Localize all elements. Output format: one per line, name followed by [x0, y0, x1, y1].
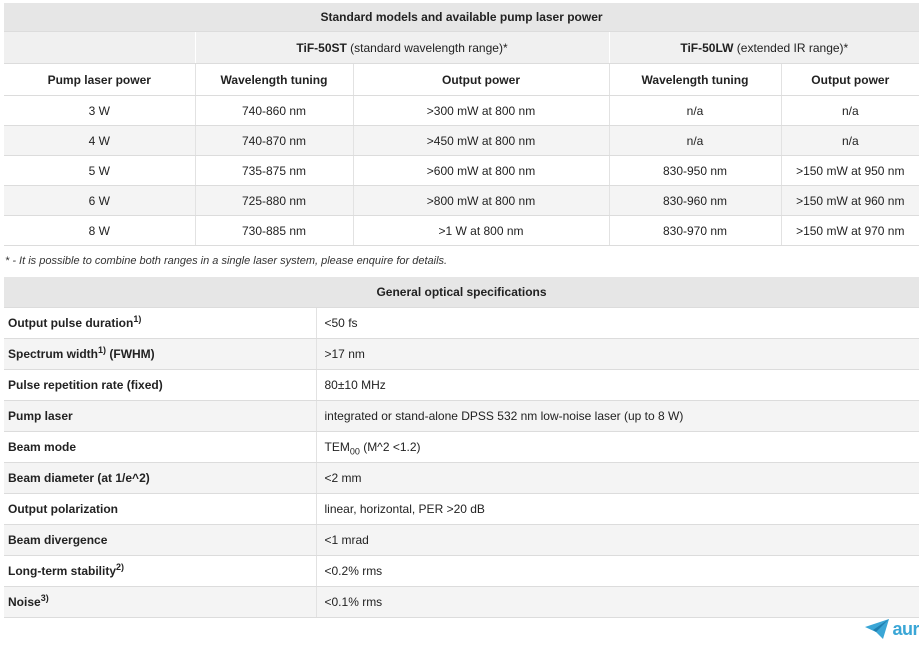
spec-row — [4, 494, 919, 525]
spec-label-suffix: (FWHM) — [106, 347, 155, 361]
table-cell: n/a — [781, 126, 919, 156]
table-row — [4, 186, 919, 216]
table-row — [4, 126, 919, 156]
spec-label-text: Pulse repetition rate (fixed) — [8, 378, 163, 392]
spec-value-text: <1 mrad — [324, 533, 369, 547]
table-cell: >1 W at 800 nm — [353, 216, 609, 246]
table-cell: 830-960 nm — [609, 186, 781, 216]
spec-label-text: Spectrum width — [8, 347, 99, 361]
table-cell: >600 mW at 800 nm — [353, 156, 609, 186]
footnote-ref: 1) — [98, 345, 107, 355]
table-cell: 4 W — [4, 126, 195, 156]
spec-value-text: linear, horizontal, PER >20 dB — [324, 502, 485, 516]
model-st-range: (standard wavelength range)* — [346, 40, 508, 55]
spec-label — [4, 432, 316, 463]
spec-value — [316, 556, 919, 587]
spec-value-text: >17 nm — [324, 347, 365, 361]
footnote: * - It is possible to combine both ranges in a single laser system, please enquire for details. — [5, 255, 448, 267]
table-cell: 740-870 nm — [195, 126, 353, 156]
spec-value — [316, 587, 919, 618]
spec-row — [4, 587, 919, 618]
spec-value — [316, 494, 919, 525]
column-header: Pump laser power — [4, 64, 195, 96]
column-header: Wavelength tuning — [195, 64, 353, 96]
table-cell: >150 mW at 960 nm — [781, 186, 919, 216]
table-cell: >150 mW at 970 nm — [781, 216, 919, 246]
table-cell: >800 mW at 800 nm — [353, 186, 609, 216]
spec-value-text: <0.2% rms — [324, 564, 383, 578]
empty-header-cell — [4, 32, 195, 64]
watermark-text: aur — [892, 618, 919, 639]
spec-label-text: Beam divergence — [8, 533, 108, 547]
table-cell: 3 W — [4, 96, 195, 126]
table-cell: 8 W — [4, 216, 195, 246]
table-row — [4, 216, 919, 246]
column-header: Output power — [781, 64, 919, 96]
spec-label — [4, 308, 316, 339]
table-cell: 6 W — [4, 186, 195, 216]
table-cell: 5 W — [4, 156, 195, 186]
models-table-title: Standard models and available pump laser power — [4, 3, 919, 32]
spec-row — [4, 525, 919, 556]
spec-value-subscript: 00 — [349, 446, 360, 457]
spec-label-text: Beam diameter (at 1/e^2) — [8, 471, 150, 485]
spec-value — [316, 401, 919, 432]
table-row — [4, 156, 919, 186]
spec-label — [4, 401, 316, 432]
model-lw-range: (extended IR range)* — [733, 40, 849, 55]
spec-value — [316, 339, 919, 370]
table-row — [4, 96, 919, 126]
spec-label-text: Beam mode — [8, 440, 77, 454]
column-header: Wavelength tuning — [609, 64, 781, 96]
spec-value — [316, 370, 919, 401]
column-header: Output power — [353, 64, 609, 96]
table-cell: >300 mW at 800 nm — [353, 96, 609, 126]
spec-row — [4, 401, 919, 432]
model-lw-header — [609, 32, 919, 64]
spec-label-text: Pump laser — [8, 409, 73, 423]
footnote-ref: 1) — [133, 314, 142, 324]
spec-value-text: <0.1% rms — [324, 595, 383, 609]
table-cell: n/a — [781, 96, 919, 126]
table-cell: 740-860 nm — [195, 96, 353, 126]
spec-label-text: Long-term stability — [8, 564, 117, 578]
spec-label — [4, 463, 316, 494]
table-cell: 830-950 nm — [609, 156, 781, 186]
table-cell: >150 mW at 950 nm — [781, 156, 919, 186]
spec-label — [4, 370, 316, 401]
table-cell: n/a — [609, 96, 781, 126]
table-cell: n/a — [609, 126, 781, 156]
model-st-name: TiF-50ST — [296, 40, 347, 55]
spec-value-text: integrated or stand-alone DPSS 532 nm low-noise laser (up to 8 W) — [324, 409, 684, 423]
model-st-header — [195, 32, 609, 64]
spec-row — [4, 556, 919, 587]
spec-value-text: <50 fs — [324, 316, 358, 330]
spec-value-text: TEM — [324, 440, 350, 454]
spec-row — [4, 370, 919, 401]
spec-value — [316, 432, 919, 463]
spec-label — [4, 556, 316, 587]
table-cell: 735-875 nm — [195, 156, 353, 186]
spec-label — [4, 525, 316, 556]
spec-row — [4, 463, 919, 494]
footnote-ref: 2) — [116, 562, 125, 572]
watermark-logo — [864, 618, 919, 640]
table-cell: 830-970 nm — [609, 216, 781, 246]
spec-label-text: Noise — [8, 595, 41, 609]
model-lw-name: TiF-50LW — [680, 40, 734, 55]
spec-label — [4, 494, 316, 525]
spec-row — [4, 432, 919, 463]
spec-value — [316, 525, 919, 556]
spec-value-text: 80±10 MHz — [324, 378, 386, 392]
specs-table-title: General optical specifications — [4, 277, 919, 308]
spec-value-text: <2 mm — [324, 471, 362, 485]
spec-label-text: Output pulse duration — [8, 316, 134, 330]
spec-value — [316, 308, 919, 339]
spec-value-suffix: (M^2 <1.2) — [359, 440, 421, 454]
spec-value — [316, 463, 919, 494]
table-cell: >450 mW at 800 nm — [353, 126, 609, 156]
spec-label — [4, 339, 316, 370]
footnote-ref: 3) — [40, 593, 49, 603]
spec-label — [4, 587, 316, 618]
models-table — [4, 3, 919, 246]
spec-row — [4, 308, 919, 339]
spec-row — [4, 339, 919, 370]
table-cell: 730-885 nm — [195, 216, 353, 246]
table-cell: 725-880 nm — [195, 186, 353, 216]
paper-plane-icon — [864, 618, 890, 640]
spec-label-text: Output polarization — [8, 502, 118, 516]
specs-table — [4, 277, 919, 618]
page — [4, 3, 919, 618]
